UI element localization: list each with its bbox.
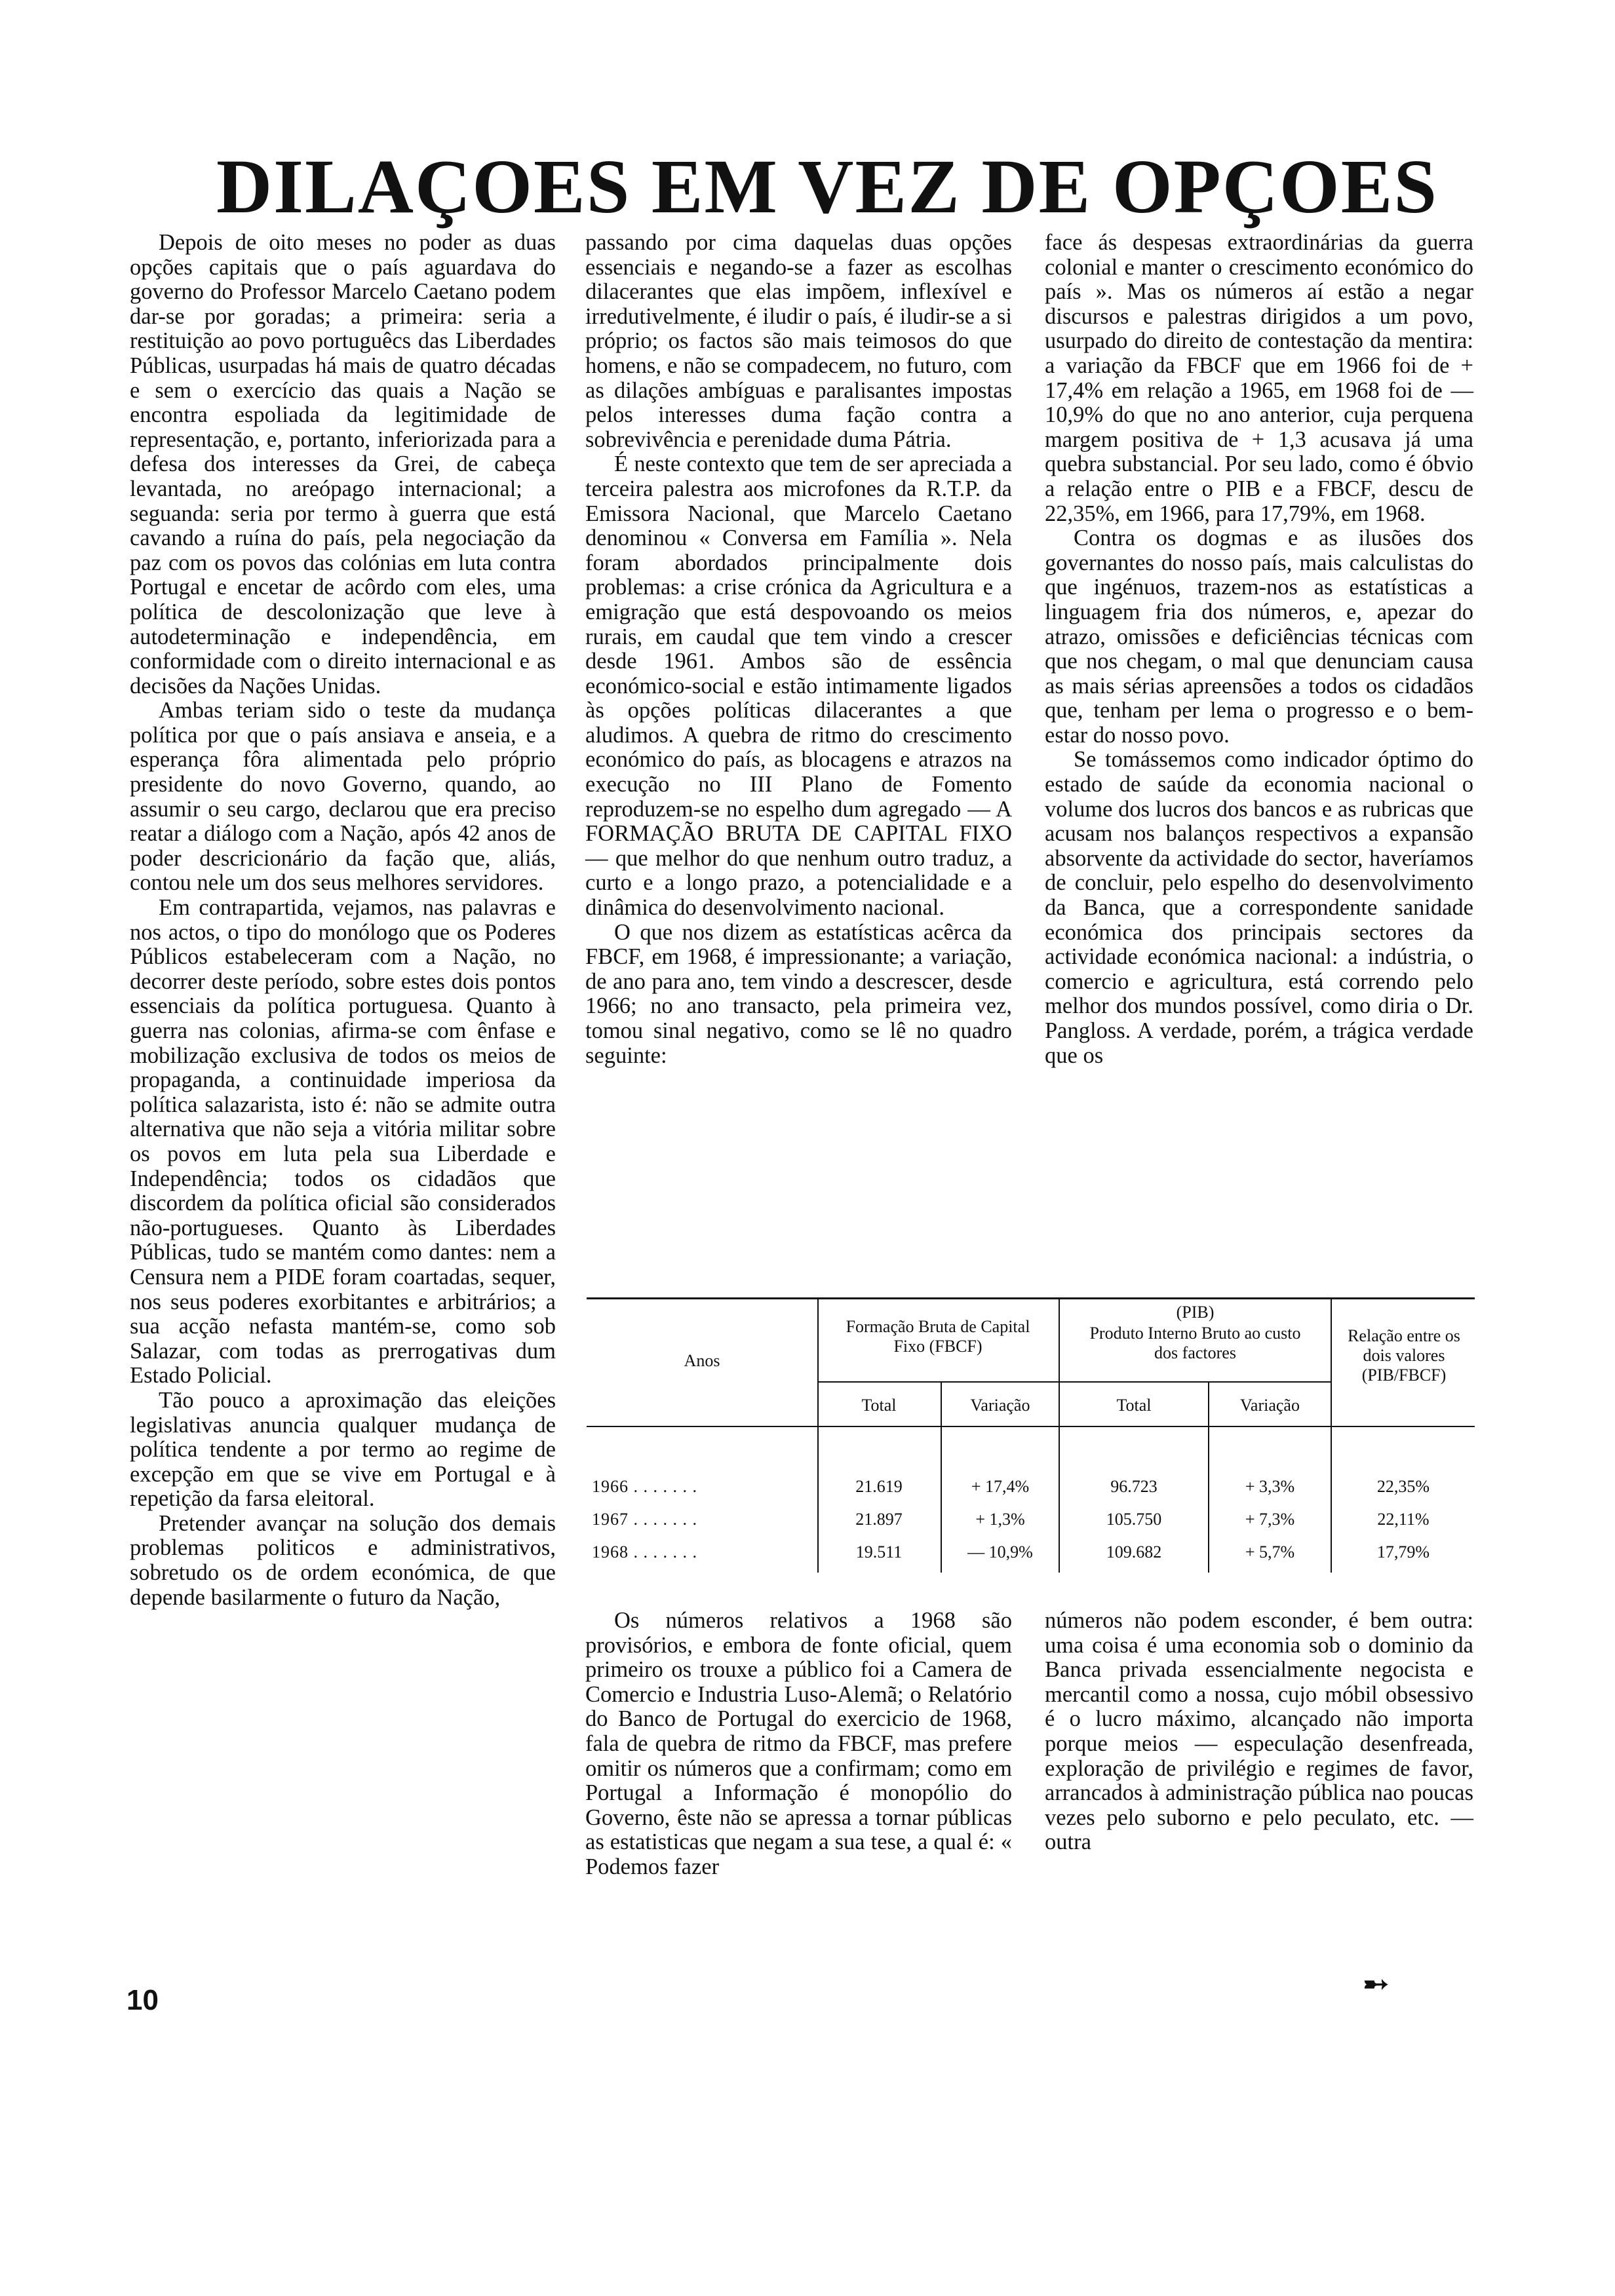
paragraph: face ás despesas extraordinárias da guerra colonial e manter o crescimento económico do país ». Mas os números aí estão a negar discursos e palestras dirigidos a um povo, usurpado do direito de contestação da mentira: a variação da FBCF que em 1966 foi de + 17,4% em relação a 1965, em 1968 foi de — 10,9% do que no ano anterior, cuja perquena margem positiva de + 1,3 acusava já uma quebra substancial. Por seu lado, como é óbvio a relação entre o PIB e a FBCF, descu de 22,35%, em 1966, para 17,79%, em 1968. xyxy=(1045,230,1473,526)
table-rule xyxy=(587,1426,1475,1427)
table-divider xyxy=(1331,1297,1332,1573)
table-divider xyxy=(1059,1297,1060,1573)
table-cell: 109.682 xyxy=(1106,1542,1162,1561)
paragraph: Ambas teriam sido o teste da mudança política por que o país ansiava e anseia, e a esperança fôra alimentada pelo próprio presidente do novo Governo, quando, ao assumir o seu cargo, declarou que era preciso reatar a diálogo com a Nação, após 42 anos de poder descricionário da fação que, aliás, contou nele um dos seus melhores servidores. xyxy=(130,698,556,896)
table-rule-top xyxy=(587,1297,1475,1299)
header-relacao: Relação entre os dois valores (PIB/FBCF) xyxy=(1348,1326,1460,1385)
page-title: DILAÇOES EM VEZ DE OPÇOES xyxy=(216,144,1439,229)
paragraph: Em contrapartida, vejamos, nas palavras e nos actos, o tipo do monólogo que os Poderes Públicos estabeleceram com a Nação, no decorrer deste período, sobre estes dois pontos essenciais da política portuguesa. Quanto à guerra nas colonias, afirma-se com ênfase e mobilização exclusiva de todos os meios de propaganda, a continuidade imperiosa da política salazarista, isto é: não se admite outra alternativa que não seja a vitória militar sobre os povos em luta pela sua Liberdade e Independência; todos os cidadãos que discordem da política oficial são considerados não-portugueses. Quanto às Liberdades Públicas, tudo se mantém como dantes: nem a Censura nem a PIDE foram coartadas, sequer, nos seus poderes exorbitantes e arbitrários; a sua acção nefasta mantém-se, como sob Salazar, com todas as prerrogativas dum Estado Policial. xyxy=(130,895,556,1388)
header-pib: Produto Interno Bruto ao custo dos factores xyxy=(1089,1324,1301,1362)
article-column-2 xyxy=(585,231,1012,1068)
table-cell: — 10,9% xyxy=(967,1542,1033,1561)
paragraph: O que nos dizem as estatísticas acêrca da FBCF, em 1968, é impressionante; a variação, de ano para ano, tem vindo a descrescer, desde 1966; no ano transacto, pela primeira vez, tomou sinal negativo, como se lê no quadro seguinte: xyxy=(585,919,1012,1068)
table-cell-year: 1966 . . . . . . . xyxy=(592,1477,697,1496)
page-number: 10 xyxy=(126,1984,159,2016)
article-column-2-lower xyxy=(585,1609,1012,1880)
table-cell-year: 1968 . . . . . . . xyxy=(592,1542,697,1561)
paragraph: Contra os dogmas e as ilusões dos governantes do nosso país, mais calculistas do que ingénuos, trazem-nos as estatísticas a linguagem fria dos números, e, apezar do atrazo, omissões e deficiências técnicas com que nos chegam, o mal que denunciam causa as mais sérias apreensões a todos os cidadãos que, tenham per lema o progresso e o bem-estar do nosso povo. xyxy=(1045,526,1473,748)
article-column-3-lower xyxy=(1045,1609,1473,1855)
table-cell: + 3,3% xyxy=(1245,1477,1295,1496)
header-anos: Anos xyxy=(684,1351,720,1370)
header-total: Total xyxy=(861,1396,897,1415)
table-cell: 19.511 xyxy=(855,1542,903,1561)
continue-arrow-icon: ➸ xyxy=(1363,1967,1389,2000)
statistics-table xyxy=(587,1297,1475,1573)
paragraph: Os números relativos a 1968 são provisórios, e embora de fonte oficial, quem primeiro os trouxe a público foi a Camera de Comercio e Industria Luso-Alemã; o Relatório do Banco de Portugal do exercicio de 1968, fala de quebra de ritmo da FBCF, mas prefere omitir os números que a confirmam; como em Portugal a Informação é monopólio do Governo, êste não se apressa a tornar públicas as estatisticas que negam a sua tese, a qual é: « Podemos fazer xyxy=(585,1608,1012,1879)
table-cell: 21.619 xyxy=(855,1477,903,1496)
header-variacao: Variação xyxy=(1240,1396,1300,1415)
table-divider xyxy=(817,1297,819,1573)
paragraph: passando por cima daquelas duas opções essenciais e negando-se a fazer as escolhas dilacerantes que elas impõem, inflexível e irredutivelmente, é iludir o país, é iludir-se a si próprio; os factos são mais teimosos do que homens, e não se compadecem, no futuro, com as dilações ambíguas e paralisantes impostas pelos interesses duma fação contra a sobrevivência e perenidade duma Pátria. xyxy=(585,230,1012,452)
table-cell: 96.723 xyxy=(1110,1477,1158,1496)
header-total: Total xyxy=(1116,1396,1152,1415)
paragraph: Pretender avançar na solução dos demais problemas politicos e administrativos, sobretudo os de ordem económica, de que depende basilarmente o futuro da Nação, xyxy=(130,1510,556,1610)
table-cell-year: 1967 . . . . . . . xyxy=(592,1510,697,1529)
paragraph: É neste contexto que tem de ser apreciada a terceira palestra aos microfones da R.T.P. da Emissora Nacional, que Marcelo Caetano denominou « Conversa em Família ». Nela foram abordados principalmente dois problemas: a crise crónica da Agricultura e a emigração que está despovoando os meios rurais, em caudal que tem vindo a crescer desde 1961. Ambos são de essência económico-social e estão intimamente ligados às opções políticas dilacerantes a que aludimos. A quebra de ritmo do crescimento económico do país, as blocagens e atrazos na execução no III Plano de Fomento reproduzem-se no espelho dum agregado — A FORMAÇÃO BRUTA DE CAPITAL FIXO — que melhor do que nenhum outro traduz, a curto e a longo prazo, a potencialidade e a dinâmica do desenvolvimento nacional. xyxy=(585,451,1012,921)
paragraph: Se tomássemos como indicador óptimo do estado de saúde da economia nacional o volume dos lucros dos bancos e as rubricas que acusam nos balanços respectivos a expansão absorvente da actividade do sector, haveríamos de concluir, pelo espelho do desenvolvimento da Banca, que a correspondente sanidade económica dos principais sectores da actividade económica nacional: a indústria, o comercio e agricultura, está correndo pelo melhor dos mundos possível, como diria o Dr. Pangloss. A verdade, porém, a trágica verdade que os xyxy=(1045,747,1473,1068)
table-cell: 17,79% xyxy=(1376,1542,1430,1561)
header-pib-abbr: (PIB) xyxy=(1176,1303,1215,1322)
header-variacao: Variação xyxy=(970,1396,1030,1415)
table-cell: 21.897 xyxy=(855,1510,903,1529)
paragraph: Tão pouco a aproximação das eleições legislativas anuncia qualquer mudança de política tendente a por termo ao regime de excepção em que se vive em Portugal e à repetição da farsa eleitoral. xyxy=(130,1387,556,1512)
table-cell: + 17,4% xyxy=(971,1477,1030,1496)
table-cell: 22,35% xyxy=(1376,1477,1430,1496)
table-cell: + 5,7% xyxy=(1245,1542,1295,1561)
article-column-1 xyxy=(130,231,556,1610)
header-fbcf: Formação Bruta de Capital Fixo (FBCF) xyxy=(846,1317,1030,1356)
table-cell: + 7,3% xyxy=(1245,1510,1295,1529)
table-cell: 22,11% xyxy=(1377,1510,1430,1529)
article-column-3 xyxy=(1045,231,1473,1068)
paragraph: Depois de oito meses no poder as duas opções capitais que o país aguardava do governo do Professor Marcelo Caetano podem dar-se por goradas; a primeira: seria a restituição ao povo portuguêcs das Liberdades Públicas, usurpadas há mais de quatro décadas e sem o exercício das quais a Nação se encontra espoliada da legitimidade de representação, e, portanto, inferiorizada para a defesa dos interesses da Grei, de cabeça levantada, no areópago internacional; a seguanda: seria por termo à guerra que está cavando a ruína do país, pela negociação da paz com os povos das colónias em luta contra Portugal e encetar de acôrdo com eles, uma política de descolonização que leve à autodeterminação e independência, em conformidade com o direito internacional e as decisões da Nações Unidas. xyxy=(130,230,556,698)
table-cell: 105.750 xyxy=(1106,1510,1162,1529)
paragraph: números não podem esconder, é bem outra: uma coisa é uma economia sob o dominio da Banca privada essencialmente negocista e mercantil como a nossa, cujo móbil obsessivo é o lucro máximo, alcançado não importa porque meios — especulação desenfreada, exploração de privilégio e regimes de favor, arrancados à administração pública nao poucas vezes pelo suborno e pelo peculato, etc. — outra xyxy=(1045,1608,1473,1855)
table-cell: + 1,3% xyxy=(975,1510,1025,1529)
table-rule xyxy=(817,1381,1332,1383)
